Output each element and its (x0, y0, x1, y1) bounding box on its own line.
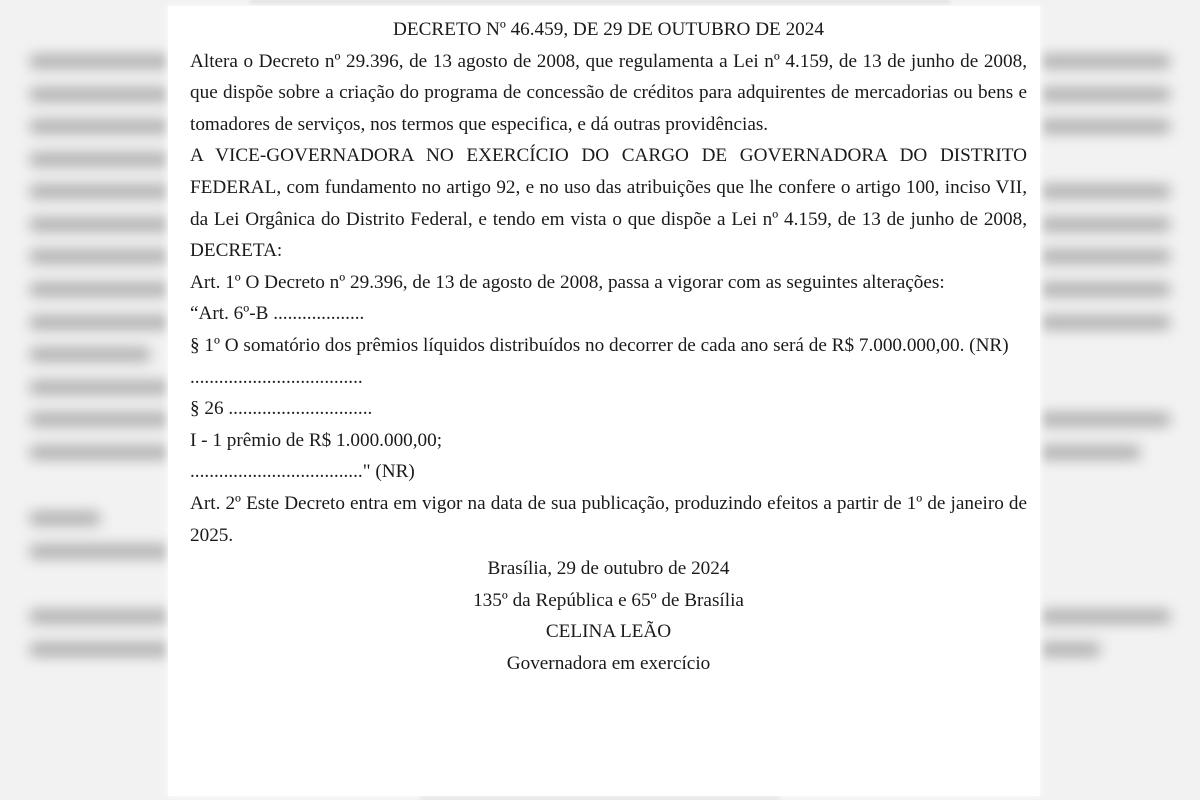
ellipsis-line-2: ...................................." (NR) (190, 461, 415, 483)
blurred-line (1040, 88, 1170, 101)
decree-title: DECRETO Nº 46.459, DE 29 DE OUTUBRO DE 2024 (393, 19, 824, 40)
blurred-line (30, 283, 170, 296)
republic-line: 135º da República e 65º de Brasília (473, 589, 744, 611)
blurred-line (30, 185, 170, 198)
blurred-line (30, 512, 100, 525)
blurred-line (30, 218, 170, 231)
article-1: Art. 1º O Decreto nº 29.396, de 13 de agosto de 2008, passa a vigorar com as seguintes alterações: (190, 271, 945, 293)
decree-ementa: Altera o Decreto nº 29.396, de 13 agosto de 2008, que regulamenta a Lei nº 4.159, de 13 de junho de 2008, que dispõe sobre a criação do programa de concessão de créditos para adquirentes de mercadorias ou bens e tomadores de serviços, nos termos que especifica, e dá outras providências. (190, 50, 1027, 135)
blurred-line (30, 413, 170, 426)
blurred-line (30, 316, 170, 329)
blurred-line (30, 120, 170, 133)
paragraph-1: § 1º O somatório dos prêmios líquidos distribuídos no decorrer de cada ano será de R$ 7.000.000,00. (NR) (190, 334, 1009, 356)
inciso-1: I - 1 prêmio de R$ 1.000.000,00; (190, 429, 443, 451)
signatory-role: Governadora em exercício (506, 652, 711, 674)
blurred-line (1040, 120, 1170, 133)
blurred-line (1040, 283, 1170, 296)
blurred-line (1040, 185, 1170, 198)
article-2: Art. 2º Este Decreto entra em vigor na data de sua publicação, produzindo efeitos a partir de 1º de janeiro de 2025. (190, 492, 1027, 546)
blurred-line (1040, 316, 1170, 329)
signatory-name: CELINA LEÃO (545, 621, 672, 643)
blurred-line (1040, 413, 1170, 426)
decree-preamble: A VICE-GOVERNADORA NO EXERCÍCIO DO CARGO DE GOVERNADORA DO DISTRITO FEDERAL, com fundamento no artigo 92, e no uso das atribuições que lhe confere o artigo 100, inciso VII, da Lei Orgânica do Distrito Federal, e tendo em vista o que dispõe a Lei nº 4.159, de 13 de junho de 2008, DECRETA: (190, 145, 1027, 262)
blurred-line (30, 446, 170, 459)
blurred-line (30, 381, 170, 394)
blurred-line (30, 153, 170, 166)
article-6b-heading: “Art. 6º-B ................... (190, 303, 365, 325)
top-edge-strip (250, 0, 950, 4)
decree-content (190, 14, 1027, 679)
blurred-line (1040, 643, 1100, 656)
decree-page (168, 6, 1040, 796)
place-date: Brasília, 29 de outubro de 2024 (487, 558, 730, 580)
ellipsis-line-1: .................................... (190, 366, 363, 388)
blurred-line (30, 55, 170, 68)
blurred-line (30, 250, 170, 263)
blurred-line (30, 610, 170, 623)
blurred-line (30, 545, 170, 558)
blurred-line (30, 88, 170, 101)
blurred-line (1040, 610, 1170, 623)
blurred-line (1040, 446, 1140, 459)
blurred-line (30, 348, 150, 361)
blurred-line (30, 643, 170, 656)
blurred-line (1040, 55, 1170, 68)
paragraph-26: § 26 .............................. (190, 398, 373, 420)
blurred-line (1040, 218, 1170, 231)
blurred-line (1040, 250, 1170, 263)
